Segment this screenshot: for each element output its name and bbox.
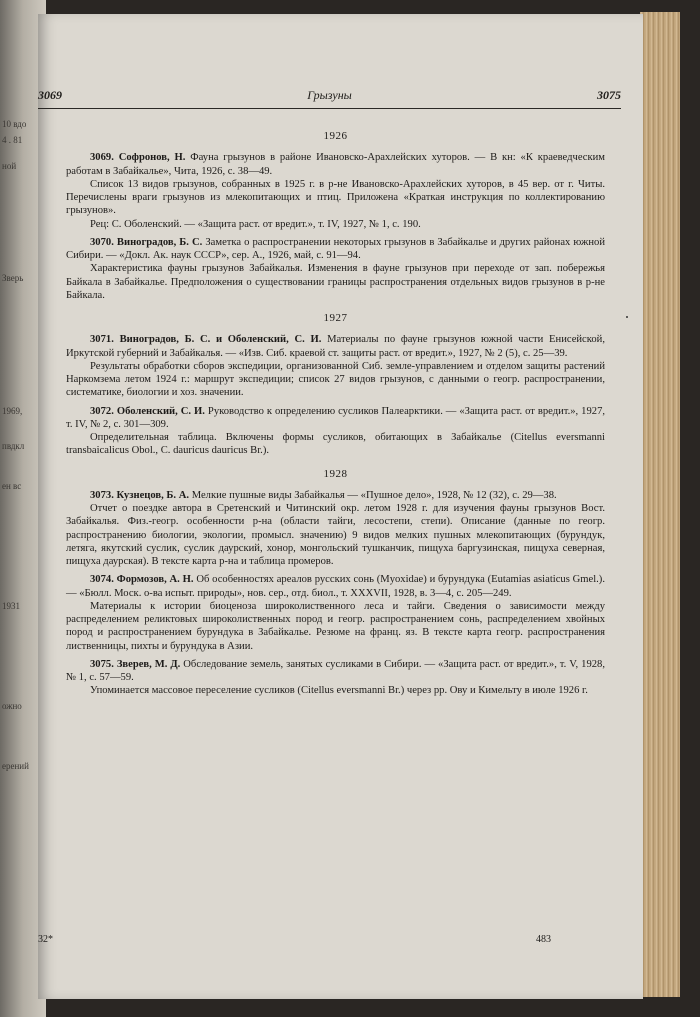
entry-note: Упоминается массовое переселение сусликов (Citellus eversmanni Br.) через рр. Ову и Кимельту в июле 1926 г. <box>90 685 588 697</box>
entry-author: Зверев, М. Д. <box>116 658 181 670</box>
running-header <box>38 88 621 106</box>
left-page-fragment: 10 вдо <box>2 119 27 129</box>
entry-author: Формозов, А. Н. <box>116 574 194 586</box>
bibliography-entry <box>66 573 605 653</box>
page-number: 483 <box>536 934 551 945</box>
entry-author: Виноградов, Б. С. <box>116 236 203 248</box>
entry-number: 3071. <box>90 334 114 346</box>
header-title: Грызуны <box>307 88 352 102</box>
entry-review: Рец: С. Оболенский. — «Защита раст. от вредит.», т. IV, 1927, № 1, с. 190. <box>90 218 421 230</box>
entry-author: Виноградов, Б. С. и Оболенский, С. И. <box>119 334 322 346</box>
print-speck <box>626 316 628 318</box>
year-heading: 1926 <box>323 130 348 142</box>
left-page-fragment: пвдкл <box>2 441 25 451</box>
entry-author: Оболенский, С. И. <box>116 405 205 417</box>
left-page-fragment: 4 . 81 <box>2 135 23 145</box>
bibliography-entry <box>66 333 605 399</box>
header-last-entry-number: 3075 <box>597 88 621 102</box>
entry-number: 3069. <box>90 152 114 164</box>
entry-note: Материалы к истории биоценоза широколиственного леса и тайги. Сведения о зависимости между распределением реликтовых широколиственных пород и геогр. распространением сонь, распределением хвойных пород и распространением бурундука в Забайкалье. Резюме на франц. яз. В тексте карта геогр. распространения лиственницы, пихты и бурундука в Азии. <box>66 600 605 652</box>
year-heading: 1927 <box>323 312 348 324</box>
entry-citation: Об особенностях ареалов русских сонь (Myoxidae) и бурундука (Eutamias asiaticus Gmel.). — «Бюлл. Моск. о-ва испыт. природы», нов. сер., отд. биол., т. XXXVII, 1928, в. 3—4, с. 205—249. <box>66 574 605 599</box>
entry-note: Результаты обработки сборов экспедиции, организованной Сиб. земле-управлением и отделом защиты растений Наркомзема летом 1924 г.: маршрут экспедиции; список 27 видов грызунов, с данными о геогр. распространении, систематике, биологии и хоз. значении. <box>66 360 605 399</box>
entry-number: 3075. <box>90 658 114 670</box>
entry-citation: Обследование земель, занятых сусликами в Сибири. — «Защита раст. от вредит.», т. V, 1928, № 1, с. 57—59. <box>66 658 605 683</box>
entry-number: 3070. <box>90 236 114 248</box>
left-page-fragment: 1931 <box>2 601 20 611</box>
entry-citation: Мелкие пушные виды Забайкалья — «Пушное дело», 1928, № 12 (32), с. 29—38. <box>191 489 557 501</box>
left-page-fragment: ен вс <box>2 481 22 491</box>
book-page <box>38 14 643 999</box>
entry-note: Определительная таблица. Включены формы сусликов, обитающих в Забайкалье (Citellus eversmanni transbaicalicus Obol., C. dauricus dauricus Br.). <box>66 432 605 457</box>
page-stack-edge <box>640 12 680 997</box>
entry-citation: Заметка о распространении некоторых грызунов в Забайкалье и других районах южной Сибири. — «Докл. Ак. наук СССР», сер. А., 1926, май, с. 91—94. <box>66 236 605 261</box>
entry-note: Список 13 видов грызунов, собранных в 1925 г. в р-не Ивановско-Арахлейских хуторов, в 45 вер. от г. Читы. Перечислены враги грызунов из млекопитающих и птиц. Приложена «Краткая инструкция по коллектированию грызунов». <box>66 178 605 217</box>
bibliography-entry <box>66 489 605 569</box>
entry-citation: Руководство к определению сусликов Палеарктики. — «Защита раст. от вредит.», 1927, т. IV, № 2, с. 301—309. <box>66 405 606 430</box>
left-page-fragment: ожно <box>2 701 22 711</box>
header-rule <box>38 108 621 109</box>
left-page-fragment: Зверь <box>2 273 24 283</box>
bibliography-content <box>66 126 605 703</box>
bibliography-entry <box>66 405 605 458</box>
entry-number: 3073. <box>90 489 114 501</box>
left-page-fragment: ной <box>2 161 17 171</box>
header-first-entry-number: 3069 <box>38 88 62 102</box>
entry-citation: Фауна грызунов в районе Ивановско-Арахлейских хуторов. — В кн: «К краеведческим работам в Забайкалье», Чита, 1926, с. 38—49. <box>66 152 606 177</box>
entry-citation: Материалы по фауне грызунов южной части Енисейской, Иркутской губерний и Забайкалья. — «Изв. Сиб. краевой ст. защиты раст. от вредит.», 1927, № 2 (5), с. 25—39. <box>66 334 605 359</box>
left-page-fragment: 1969, <box>2 406 23 416</box>
entry-number: 3074. <box>90 574 114 586</box>
bibliography-entry <box>66 151 605 231</box>
signature-mark: 32* <box>38 934 53 945</box>
left-page-fragment: ерений <box>2 761 29 771</box>
entry-author: Софронов, Н. <box>118 152 186 164</box>
bibliography-entry <box>66 658 605 698</box>
bibliography-entry <box>66 236 605 302</box>
entry-note: Характеристика фауны грызунов Забайкалья. Изменения в фауне грызунов при переходе от зап. побережья Байкала в Забайкалье. Предположения о существовании границы распространения отдельных видов грызунов в р-не Байкала. <box>66 263 605 301</box>
entry-note: Отчет о поездке автора в Сретенский и Читинский окр. летом 1928 г. для изучения фауны грызунов Вост. Забайкалья. Физ.-геогр. особенности р-на (области тайги, лесостепи, степи). Описание (данные по геогр. распространению биологии, экологии, промысл. значению) 9 видов мелких пушных млекопитающих (бурундук, летяга, якутский суслик, суслик даурский, хонор, монгольский тушканчик, пищуха баргузинская, пищуха северная, пищуха даурская). В тексте карта р-на и таблица промеров. <box>66 503 605 567</box>
entry-author: Кузнецов, Б. А. <box>116 489 190 501</box>
entry-number: 3072. <box>90 405 114 417</box>
year-heading: 1928 <box>323 467 348 480</box>
